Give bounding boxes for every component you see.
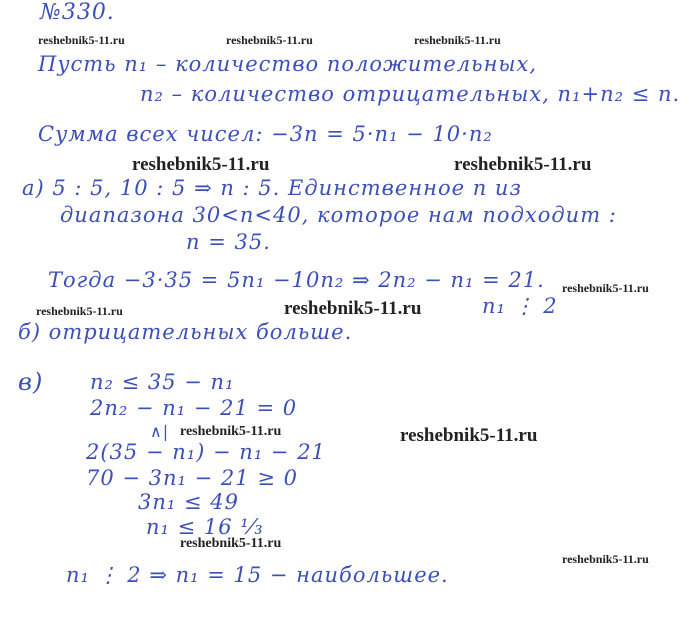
part-c-substitution: 2(35 − n₁) − n₁ − 21	[86, 440, 326, 464]
part-c-geq-mark: ∧|	[150, 422, 170, 441]
watermark: reshebnik5-11.ru	[562, 552, 649, 566]
part-c-simplify: 70 − 3n₁ − 21 ≥ 0	[86, 466, 298, 490]
part-c-ineq: n₂ ≤ 35 − n₁	[90, 370, 235, 394]
watermark: reshebnik5-11.ru	[38, 33, 125, 47]
line-let-n2: n₂ – количество отрицательных, n₁+n₂ ≤ n.	[140, 82, 681, 106]
watermark: reshebnik5-11.ru	[36, 304, 123, 318]
watermark: reshebnik5-11.ru	[400, 425, 538, 446]
part-a-answer: n = 35.	[186, 230, 271, 254]
part-c-eq: 2n₂ − n₁ − 21 = 0	[90, 396, 298, 420]
part-a-line-2: диапазона 30<n<40, которое нам подходит :	[60, 203, 617, 227]
line-sum: Сумма всех чисел: −3n = 5·n₁ − 10·n₂	[38, 122, 493, 146]
part-a-line-1: а) 5 : 5, 10 : 5 ⇒ n : 5. Единственное n из	[22, 176, 522, 200]
watermark: reshebnik5-11.ru	[284, 298, 422, 319]
watermark: reshebnik5-11.ru	[132, 154, 270, 175]
watermark: reshebnik5-11.ru	[414, 33, 501, 47]
part-c-answer: n₁ ⋮ 2 ⇒ n₁ = 15 − наибольшее.	[66, 563, 449, 587]
part-c-n1-bound: n₁ ≤ 16 ¹⁄₃	[146, 515, 264, 539]
divisibility-note: n₁ ⋮ 2	[482, 294, 558, 318]
watermark: reshebnik5-11.ru	[562, 281, 649, 295]
then-equation: Тогда −3·35 = 5n₁ −10n₂ ⇒ 2n₂ − n₁ = 21.	[48, 268, 545, 292]
part-c-3n1: 3n₁ ≤ 49	[138, 490, 239, 514]
watermark: reshebnik5-11.ru	[180, 536, 282, 551]
watermark: reshebnik5-11.ru	[454, 154, 592, 175]
problem-number: №330.	[40, 0, 115, 25]
line-let-n1: Пусть n₁ – количество положительных,	[38, 52, 538, 76]
watermark: reshebnik5-11.ru	[180, 424, 282, 439]
watermark: reshebnik5-11.ru	[226, 33, 313, 47]
part-b-answer: б) отрицательных больше.	[18, 320, 353, 344]
part-c-label: в)	[18, 368, 44, 396]
